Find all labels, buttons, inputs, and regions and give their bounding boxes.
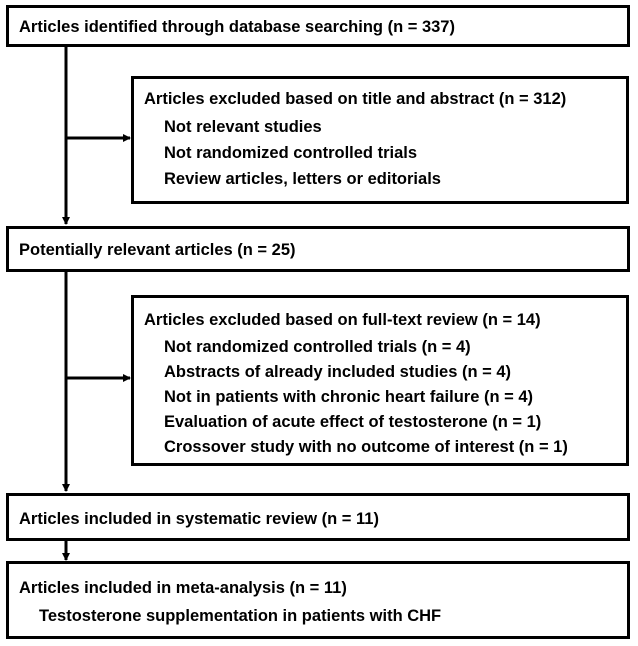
meta-analysis-heading: Articles included in meta-analysis (n = 11) xyxy=(19,579,347,597)
excluded-fulltext-item: Not randomized controlled trials (n = 4) xyxy=(164,338,471,356)
excluded-title-item: Not randomized controlled trials xyxy=(164,144,418,162)
excluded-title-heading: Articles excluded based on title and abstract (n = 312) xyxy=(144,90,567,108)
excluded-fulltext-item: Crossover study with no outcome of interest (n = 1) xyxy=(164,438,568,456)
potentially-relevant-text: Potentially relevant articles (n = 25) xyxy=(19,241,296,259)
excluded-fulltext-item: Evaluation of acute effect of testosterone (n = 1) xyxy=(164,413,542,431)
excluded-title-item: Review articles, letters or editorials xyxy=(164,170,441,188)
excluded-fulltext-item: Not in patients with chronic heart failure (n = 4) xyxy=(164,388,534,406)
meta-analysis-item: Testosterone supplementation in patients with CHF xyxy=(39,607,442,625)
identified-box xyxy=(6,5,630,47)
excluded-title-box xyxy=(131,76,629,204)
identified-text: Articles identified through database searching (n = 337) xyxy=(19,18,455,36)
excluded-title-item: Not relevant studies xyxy=(164,118,322,136)
potentially-relevant-box xyxy=(6,226,630,272)
excluded-fulltext-box xyxy=(131,295,629,466)
systematic-review-text: Articles included in systematic review (n = 11) xyxy=(19,510,379,528)
excluded-fulltext-item: Abstracts of already included studies (n = 4) xyxy=(164,363,512,381)
systematic-review-box xyxy=(6,493,630,541)
meta-analysis-box xyxy=(6,561,630,639)
excluded-fulltext-heading: Articles excluded based on full-text review (n = 14) xyxy=(144,311,541,329)
